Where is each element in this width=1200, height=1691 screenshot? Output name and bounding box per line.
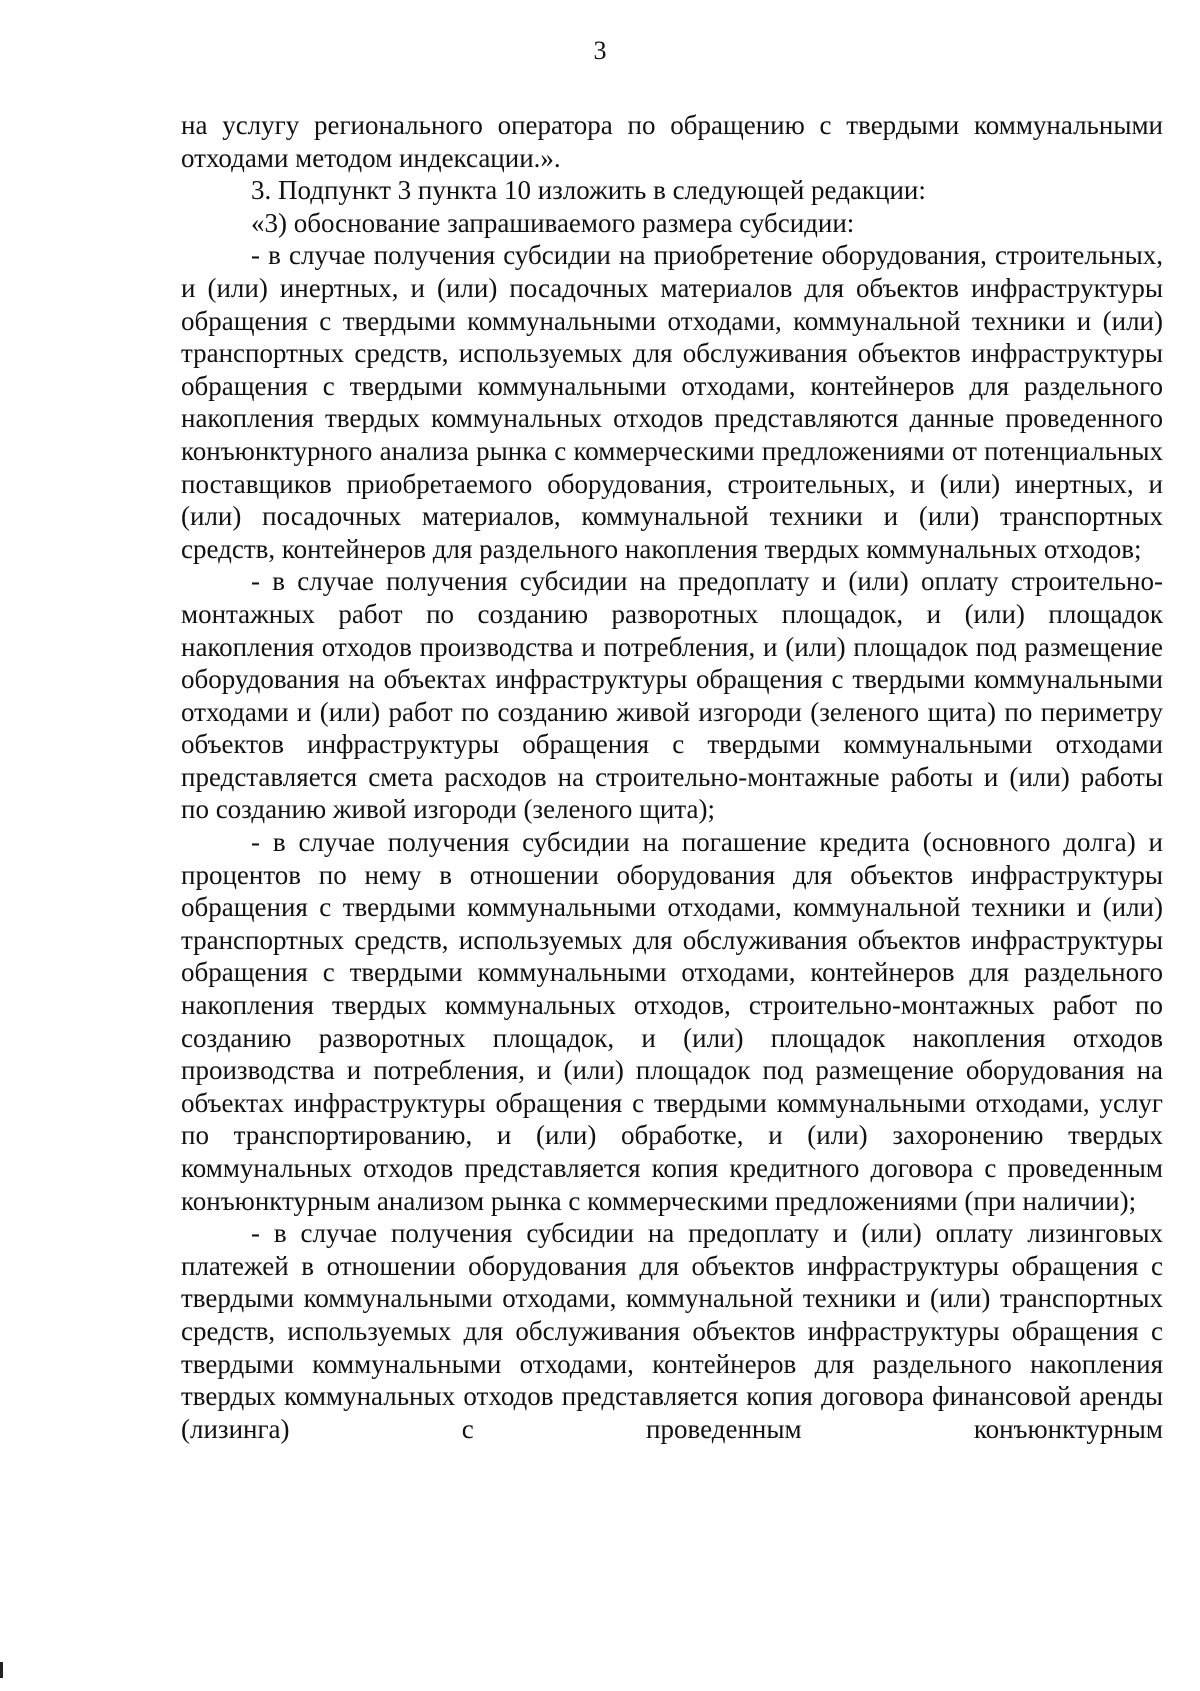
scan-edge-mark: [0, 1662, 3, 1678]
document-body: [181, 109, 1163, 1445]
paragraph-leasing-payments: - в случае получения субсидии на предоплату и (или) оплату лизинговых платежей в отношении оборудования для объектов инфраструктуры обращения с твердыми коммунальными отходами, коммунальной техники и (или) транспортных средств, используемых для обслуживания объектов инфраструктуры обращения с твердыми коммунальными отходами, контейнеров для раздельного накопления твердых коммунальных отходов представляется копия договора финансовой аренды (лизинга) с проведенным конъюнктурным: [181, 1218, 1163, 1444]
paragraph-equipment-purchase: - в случае получения субсидии на приобретение оборудования, строительных, и (или) инертных, и (или) посадочных материалов для объектов инфраструктуры обращения с твердыми коммунальными отходами, коммунальной техники и (или) транспортных средств, используемых для обслуживания объектов инфраструктуры обращения с твердыми коммунальными отходами, контейнеров для раздельного накопления твердых коммунальных отходов представляются данные проведенного конъюнктурного анализа рынка с коммерческими предложениями от потенциальных поставщиков приобретаемого оборудования, строительных, и (или) инертных, и (или) посадочных материалов, коммунальной техники и (или) транспортных средств, контейнеров для раздельного накопления твердых коммунальных отходов;: [181, 240, 1163, 564]
paragraph-continuation: на услугу регионального оператора по обращению с твердыми коммунальными отходами методом индексации.».: [181, 110, 1163, 173]
page-number: 3: [593, 36, 607, 65]
paragraph-credit-repayment: - в случае получения субсидии на погашение кредита (основного долга) и процентов по нему в отношении оборудования для объектов инфраструктуры обращения с твердыми коммунальными отходами, коммунальной техники и (или) транспортных средств, используемых для обслуживания объектов инфраструктуры обращения с твердыми коммунальными отходами, контейнеров для раздельного накопления твердых коммунальных отходов, строительно-монтажных работ по созданию разворотных площадок, и (или) площадок накопления отходов производства и потребления, и (или) площадок под размещение оборудования на объектах инфраструктуры обращения с твердыми коммунальными отходами, услуг по транспортированию, и (или) обработке, и (или) захоронению твердых коммунальных отходов представляется копия кредитного договора с проведенным конъюнктурным анализом рынка с коммерческими предложениями (при наличии);: [181, 827, 1163, 1216]
paragraph-subitem-heading: «3) обоснование запрашиваемого размера субсидии:: [251, 207, 855, 238]
paragraph-construction-works: - в случае получения субсидии на предоплату и (или) оплату строительно-монтажных работ по созданию разворотных площадок, и (или) площадок накопления отходов производства и потребления, и (или) площадок под размещение оборудования на объектах инфраструктуры обращения с твердыми коммунальными отходами и (или) работ по созданию живой изгороди (зеленого щита) по периметру объектов инфраструктуры обращения с твердыми коммунальными отходами представляется смета расходов на строительно-монтажные работы и (или) работы по созданию живой изгороди (зеленого щита);: [181, 566, 1163, 825]
paragraph-amendment: 3. Подпункт 3 пункта 10 изложить в следующей редакции:: [251, 175, 926, 206]
